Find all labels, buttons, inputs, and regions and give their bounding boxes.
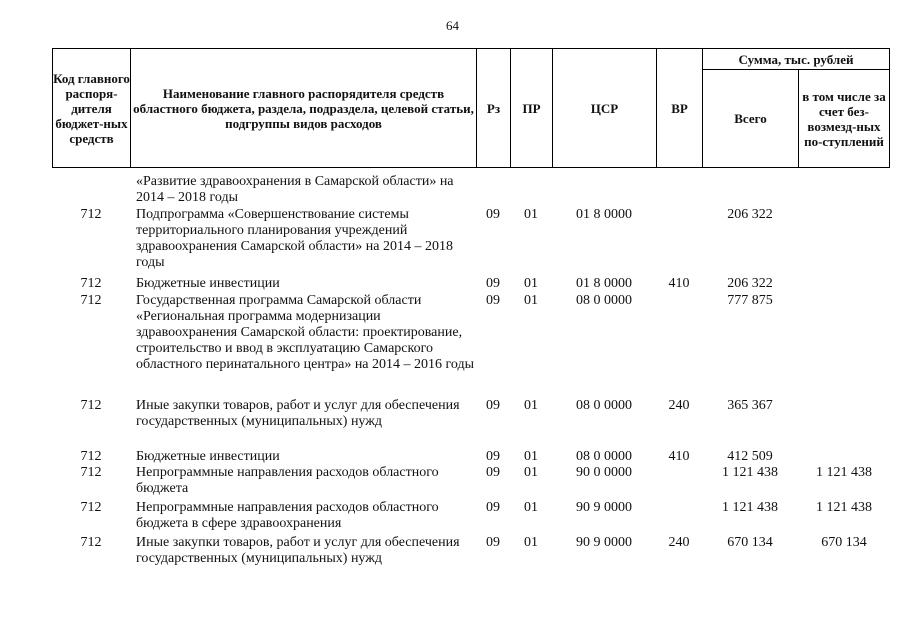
row-total: 1 121 438 bbox=[722, 500, 778, 515]
row-pr: 01 bbox=[524, 293, 538, 308]
row-rz: 09 bbox=[486, 276, 500, 291]
row-name: Непрограммные направления расходов областного бюджета bbox=[136, 465, 439, 496]
row-pr: 01 bbox=[524, 207, 538, 222]
page-number: 64 bbox=[446, 18, 459, 33]
header-vr: ВР bbox=[656, 48, 703, 168]
row-name: Иные закупки товаров, работ и услуг для обеспечения государственных (муниципальных) нужд bbox=[136, 535, 460, 566]
row-rz: 09 bbox=[486, 449, 500, 464]
header-incl: в том числе за счет без-возмезд-ных по-ступлений bbox=[798, 69, 890, 168]
row-rz: 09 bbox=[486, 465, 500, 480]
row-incl: 670 134 bbox=[821, 535, 867, 550]
row-name: Подпрограмма «Совершенствование системы территориального планирования учреждений здравоохранения Самарской области» на 2014 – 2018 годы bbox=[136, 207, 453, 270]
row-code: 712 bbox=[80, 398, 102, 413]
row-total: 1 121 438 bbox=[722, 465, 778, 480]
row-rz: 09 bbox=[486, 293, 500, 308]
row-rz: 09 bbox=[486, 535, 500, 550]
row-code: 712 bbox=[80, 449, 102, 464]
row-incl: 1 121 438 bbox=[816, 465, 872, 480]
row-total: 206 322 bbox=[727, 207, 773, 222]
header-csr: ЦСР bbox=[552, 48, 657, 168]
row-pr: 01 bbox=[524, 500, 538, 515]
row-pr: 01 bbox=[524, 276, 538, 291]
row-csr: 01 8 0000 bbox=[576, 207, 632, 222]
header-total: Всего bbox=[702, 69, 799, 168]
row-name: Иные закупки товаров, работ и услуг для обеспечения государственных (муниципальных) нужд bbox=[136, 398, 460, 429]
row-total: 365 367 bbox=[727, 398, 773, 413]
row-total: 412 509 bbox=[727, 449, 773, 464]
row-rz: 09 bbox=[486, 398, 500, 413]
row-name: Бюджетные инвестиции bbox=[136, 276, 280, 291]
row-csr: 90 9 0000 bbox=[576, 535, 632, 550]
row-code: 712 bbox=[80, 293, 102, 308]
row-pr: 01 bbox=[524, 398, 538, 413]
row-code: 712 bbox=[80, 465, 102, 480]
row-code: 712 bbox=[80, 276, 102, 291]
row-name: Бюджетные инвестиции bbox=[136, 449, 280, 464]
row-rz: 09 bbox=[486, 500, 500, 515]
row-total: 206 322 bbox=[727, 276, 773, 291]
row-rz: 09 bbox=[486, 207, 500, 222]
row-name: Непрограммные направления расходов областного бюджета в сфере здравоохранения bbox=[136, 500, 439, 531]
row-total: 670 134 bbox=[727, 535, 773, 550]
row-csr: 90 0 0000 bbox=[576, 465, 632, 480]
row-code: 712 bbox=[80, 500, 102, 515]
row-pr: 01 bbox=[524, 449, 538, 464]
row-name: «Развитие здравоохранения в Самарской области» на 2014 – 2018 годы bbox=[136, 174, 454, 205]
row-pr: 01 bbox=[524, 465, 538, 480]
header-rz: Рз bbox=[476, 48, 511, 168]
header-name: Наименование главного распорядителя средств областного бюджета, раздела, подраздела, целевой статьи, подгруппы видов расходов bbox=[130, 48, 477, 168]
header-pr: ПР bbox=[510, 48, 553, 168]
row-csr: 08 0 0000 bbox=[576, 449, 632, 464]
header-code: Код главного распоря-дителя бюджет-ных средств bbox=[52, 48, 131, 168]
row-code: 712 bbox=[80, 535, 102, 550]
row-csr: 01 8 0000 bbox=[576, 276, 632, 291]
row-vr: 410 bbox=[668, 276, 690, 291]
row-csr: 08 0 0000 bbox=[576, 293, 632, 308]
header-sum: Сумма, тыс. рублей bbox=[702, 48, 890, 70]
row-vr: 240 bbox=[668, 535, 690, 550]
row-incl: 1 121 438 bbox=[816, 500, 872, 515]
row-code: 712 bbox=[80, 207, 102, 222]
row-pr: 01 bbox=[524, 535, 538, 550]
row-vr: 410 bbox=[668, 449, 690, 464]
row-vr: 240 bbox=[668, 398, 690, 413]
row-name: Государственная программа Самарской области «Региональная программа модернизации здравоохранения Самарской области: проектирование, строительство и ввод в эксплуатацию Самарского областного перинатального центра» на 2014 – 2016 годы bbox=[136, 293, 475, 372]
row-csr: 90 9 0000 bbox=[576, 500, 632, 515]
row-total: 777 875 bbox=[727, 293, 773, 308]
row-csr: 08 0 0000 bbox=[576, 398, 632, 413]
